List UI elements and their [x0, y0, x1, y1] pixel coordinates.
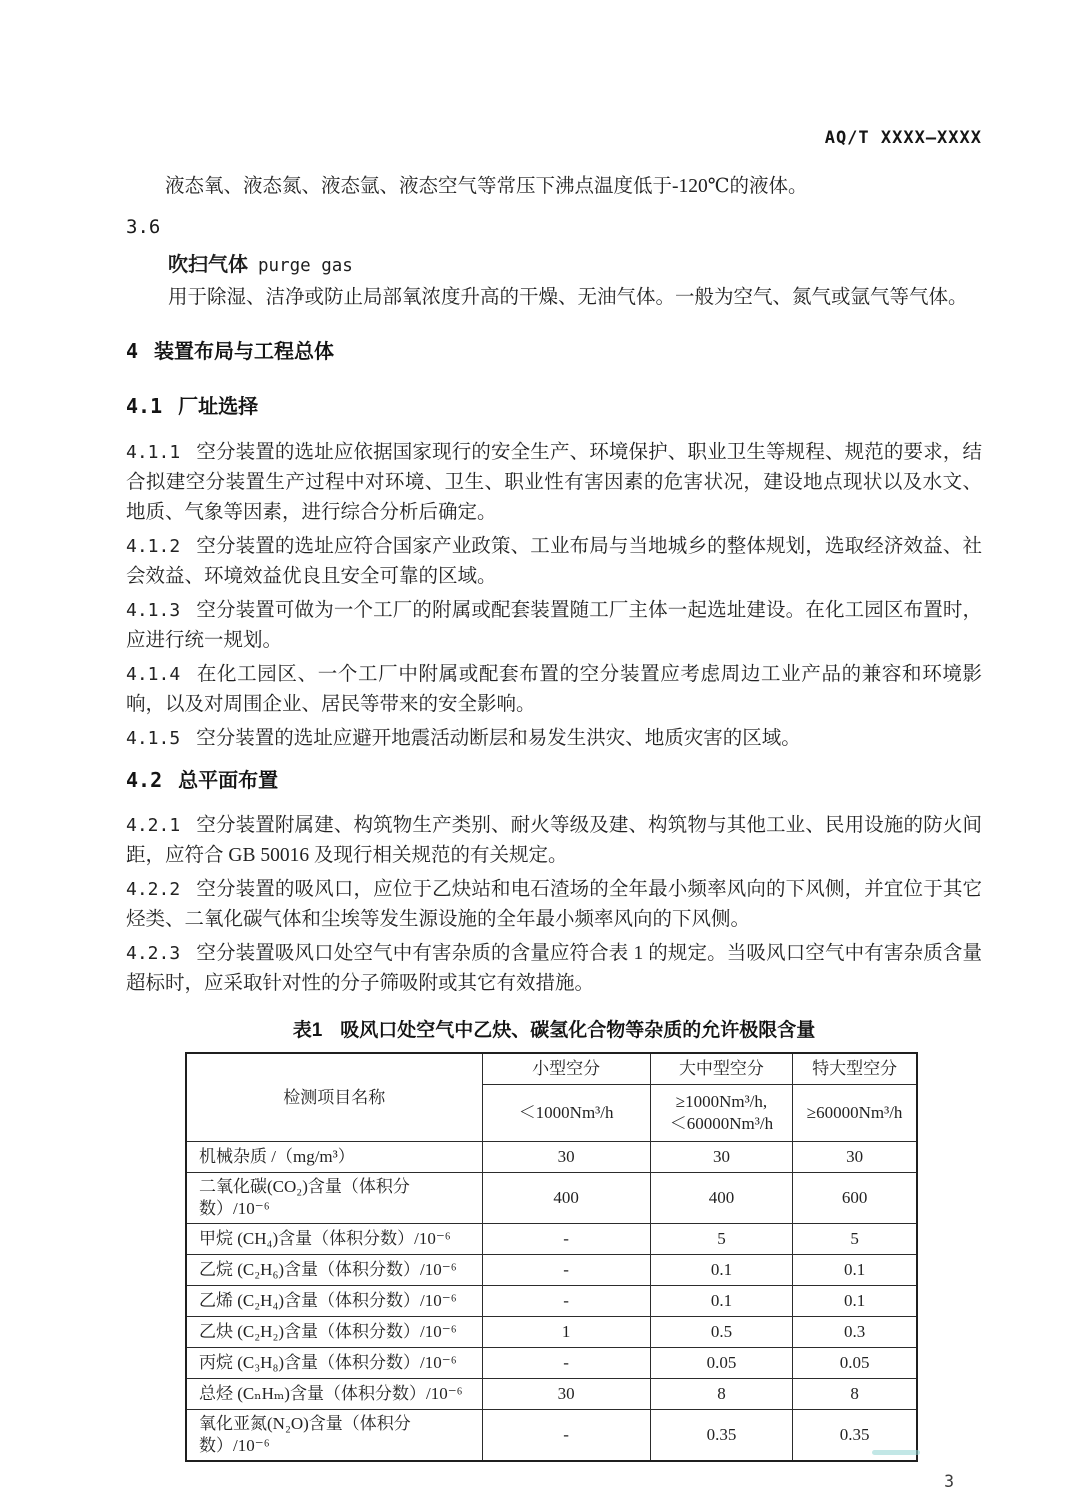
value-medium: 0.5: [650, 1317, 793, 1348]
clause-3-6-number: 3.6: [126, 216, 161, 238]
column-header-medium-plant: 大中型空分: [650, 1053, 793, 1085]
clause-4-2-3-number: 4.2.3: [126, 943, 181, 965]
value-xl: 0.05: [793, 1348, 917, 1379]
table-1-title: [126, 1015, 982, 1042]
term-entry: [126, 252, 982, 280]
value-medium: 8: [650, 1379, 793, 1410]
page-number: 3: [944, 1472, 954, 1491]
clause-4-1-4: [126, 660, 982, 720]
section-4-title: 装置布局与工程总体: [154, 341, 335, 363]
teal-artifact-mark: [872, 1450, 920, 1455]
clause-4-1-3: [126, 596, 982, 656]
column-range-medium: [650, 1085, 793, 1142]
clause-4-1-5-number: 4.1.5: [126, 727, 181, 749]
clause-4-2-1-number: 4.2.1: [126, 815, 181, 837]
section-4-2-heading: [126, 766, 982, 795]
clause-4-1-2-number: 4.1.2: [126, 535, 181, 557]
section-4-2-number: 4.2: [126, 767, 163, 792]
table-row-c2h4: [186, 1286, 917, 1317]
clause-4-1-2-text: 空分装置的选址应符合国家产业政策、工业布局与当地城乡的整体规划，选取经济效益、社会效益、环境效益优良且安全可靠的区域。: [126, 535, 982, 587]
column-range-medium-line1: ≥1000Nm³/h,: [675, 1092, 768, 1112]
term-definition: 用于除湿、洁净或防止局部氧浓度升高的干燥、无油气体。一般为空气、氮气或氩气等气体。: [168, 287, 968, 308]
clause-4-2-1-text: 空分装置附属建、构筑物生产类别、耐火等级及建、构筑物与其他工业、民用设施的防火间距，应符合 GB 50016 及现行相关规范的有关规定。: [126, 815, 982, 867]
value-xl: 0.35: [793, 1410, 917, 1462]
paragraph-cryogenic-liquids: 液态氧、液态氮、液态氩、液态空气等常压下沸点温度低于-120℃的液体。: [165, 176, 808, 197]
clause-4-2-3-text: 空分装置吸风口处空气中有害杂质的含量应符合表 1 的规定。当吸风口空气中有害杂质含量超标时，应采取针对性的分子筛吸附或其它有效措施。: [126, 943, 982, 995]
table-row-total-hydrocarbons: [186, 1379, 917, 1410]
table-1-label: 表1: [292, 1020, 323, 1042]
section-4-1-heading: [126, 392, 982, 421]
value-xl: 5: [793, 1224, 917, 1255]
column-range-xl: ≥60000Nm³/h: [793, 1085, 917, 1142]
clause-4-2-1: [126, 811, 982, 871]
column-header-small-plant: 小型空分: [482, 1053, 650, 1085]
value-medium: 400: [650, 1173, 793, 1224]
clause-4-1-4-number: 4.1.4: [126, 663, 181, 685]
clause-4-2-2-number: 4.2.2: [126, 879, 181, 901]
value-medium: 0.35: [650, 1410, 793, 1462]
row-label: 乙烷 (C₂H₆)含量（体积分数）/10⁻⁶: [186, 1255, 482, 1286]
row-label: 甲烷 (CH₄)含量（体积分数）/10⁻⁶: [186, 1224, 482, 1255]
table-row-ch4: [186, 1224, 917, 1255]
column-header-xl-plant: 特大型空分: [793, 1053, 917, 1085]
column-range-small: ＜1000Nm³/h: [482, 1085, 650, 1142]
section-4-number: 4: [126, 339, 139, 363]
clause-4-1-3-text: 空分装置可做为一个工厂的附属或配套装置随工厂主体一起选址建设。在化工园区布置时，应进行统一规划。: [126, 599, 982, 651]
row-label: 二氧化碳(CO₂)含量（体积分数）/10⁻⁶: [186, 1173, 482, 1224]
value-small: 400: [482, 1173, 650, 1224]
value-small: -: [482, 1255, 650, 1286]
doc-number-header: AQ/T XXXX—XXXX: [824, 128, 982, 148]
value-small: 1: [482, 1317, 650, 1348]
value-medium: 0.05: [650, 1348, 793, 1379]
value-xl: 8: [793, 1379, 917, 1410]
clause-4-2-3: [126, 939, 982, 999]
row-label: 氧化亚氮(N₂O)含量（体积分数）/10⁻⁶: [186, 1410, 482, 1462]
value-xl: 30: [793, 1142, 917, 1173]
clause-4-1-1-number: 4.1.1: [126, 441, 181, 463]
clause-4-1-1: [126, 438, 982, 528]
column-range-medium-line2: ＜60000Nm³/h: [669, 1114, 774, 1134]
row-label: 乙炔 (C₂H₂)含量（体积分数）/10⁻⁶: [186, 1317, 482, 1348]
clause-4-1-5: [126, 724, 982, 754]
value-small: 30: [482, 1142, 650, 1173]
row-label: 总烃 (CₙHₘ)含量（体积分数）/10⁻⁶: [186, 1379, 482, 1410]
value-xl: 600: [793, 1173, 917, 1224]
clause-4-2-2: [126, 875, 982, 935]
value-medium: 0.1: [650, 1255, 793, 1286]
value-medium: 5: [650, 1224, 793, 1255]
value-small: -: [482, 1410, 650, 1462]
row-label: 乙烯 (C₂H₄)含量（体积分数）/10⁻⁶: [186, 1286, 482, 1317]
term-title-en: purge gas: [258, 256, 353, 276]
value-medium: 30: [650, 1142, 793, 1173]
value-small: 30: [482, 1379, 650, 1410]
clause-4-1-1-text: 空分装置的选址应依据国家现行的安全生产、环境保护、职业卫生等规程、规范的要求，结合拟建空分装置生产过程中对环境、卫生、职业性有害因素的危害状况，建设地点现状以及水文、地质、气象等因素，进行综合分析后确定。: [126, 441, 982, 523]
value-small: -: [482, 1224, 650, 1255]
value-small: -: [482, 1286, 650, 1317]
clause-4-1-2: [126, 532, 982, 592]
value-small: -: [482, 1348, 650, 1379]
table-1-caption: 吸风口处空气中乙炔、碳氢化合物等杂质的允许极限含量: [340, 1020, 816, 1042]
table-1-impurity-limits: [185, 1052, 918, 1462]
table-row-n2o: [186, 1410, 917, 1462]
clause-4-2-2-text: 空分装置的吸风口，应位于乙炔站和电石渣场的全年最小频率风向的下风侧，并宜位于其它烃类、二氧化碳气体和尘埃等发生源设施的全年最小频率风向的下风侧。: [126, 879, 982, 931]
section-4-1-number: 4.1: [126, 394, 163, 418]
section-4-heading: [126, 337, 982, 366]
table-row-c3h8: [186, 1348, 917, 1379]
clause-4-1-4-text: 在化工园区、一个工厂中附属或配套布置的空分装置应考虑周边工业产品的兼容和环境影响，以及对周围企业、居民等带来的安全影响。: [126, 663, 982, 715]
table-row-mechanical-impurities: [186, 1142, 917, 1173]
section-4-1-title: 厂址选择: [178, 396, 259, 418]
table-row-co2: [186, 1173, 917, 1224]
value-medium: 0.1: [650, 1286, 793, 1317]
row-label: 丙烷 (C₃H₈)含量（体积分数）/10⁻⁶: [186, 1348, 482, 1379]
value-xl: 0.3: [793, 1317, 917, 1348]
page-content: [126, 0, 982, 1491]
value-xl: 0.1: [793, 1255, 917, 1286]
table-row-c2h2: [186, 1317, 917, 1348]
clause-4-1-3-number: 4.1.3: [126, 599, 181, 621]
term-title-zh: 吹扫气体: [168, 254, 248, 276]
table-row-c2h6: [186, 1255, 917, 1286]
section-4-2-title: 总平面布置: [178, 769, 279, 792]
row-label: 机械杂质 /（mg/m³）: [186, 1142, 482, 1173]
column-header-item-name: 检测项目名称: [186, 1053, 482, 1142]
value-xl: 0.1: [793, 1286, 917, 1317]
table-header-row-types: [186, 1053, 917, 1085]
clause-4-1-5-text: 空分装置的选址应避开地震活动断层和易发生洪灾、地质灾害的区域。: [196, 727, 801, 749]
